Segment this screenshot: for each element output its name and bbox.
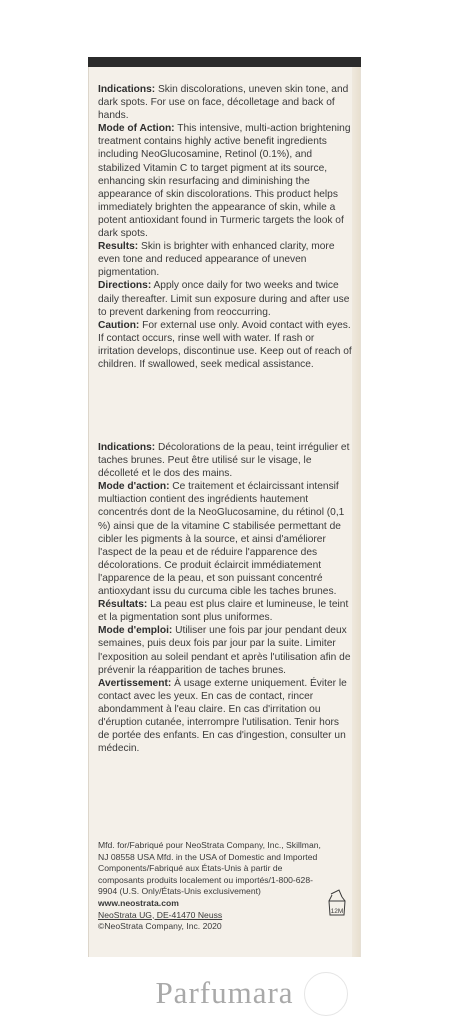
box-top-edge: [88, 57, 361, 67]
en-mode-of-action: Mode of Action: This intensive, multi-action brightening treatment contains highly active benefit ingredients including NeoGlucosamine, Retinol (0.1%), and stabilized Vitamin C to target pigment at its source, enhancing skin resurfacing and diminishing the appearance of skin discolorations. This product helps immediately brighten the appearance of skin, while a potent antioxidant found in Turmeric targets the look of dark spots.: [98, 123, 351, 240]
en-results: Results: Skin is brighter with enhanced clarity, more even tone and reduced appearance of uneven pigmentation.: [98, 241, 335, 279]
manufacturer-text: Mfd. for/Fabriqué pour NeoStrata Company, Inc., Skillman, NJ 08558 USA Mfd. in the USA of Domestic and Imported Components/Fabriqué aux États-Unis à partir de composants produits localement ou importés/1-800-628-9904 (U.S. Only/États-Unis exclusivement) www.neostrata.com: [98, 840, 321, 908]
website-link[interactable]: www.neostrata.com: [98, 897, 179, 908]
french-instructions: [98, 441, 352, 755]
fr-results: Résultats: La peau est plus claire et lumineuse, le teint et la pigmentation sont plus uniformes.: [98, 599, 349, 624]
product-box-panel: [88, 67, 361, 957]
en-caution: Caution: For external use only. Avoid contact with eyes. If contact occurs, rinse well with water. If rash or irritation develops, discontinue use. Keep out of reach of children. If swallowed, seek medical assistance.: [98, 319, 352, 370]
english-instructions: [98, 83, 352, 371]
fr-indications: Indications: Décolorations de la peau, teint irrégulier et taches brunes. Peut être utilisé sur le visage, le décolleté et le dos des mains.: [98, 442, 350, 480]
copyright: ©NeoStrata Company, Inc. 2020: [98, 921, 222, 932]
manufacturer-info: [98, 840, 328, 933]
fr-directions: Mode d'emploi: Utiliser une fois par jour pendant deux semaines, puis deux fois par jour par la suite. Limiter l'exposition au soleil pendant et après l'utilisation afin de prévenir la réapparition de taches brunes.: [98, 625, 351, 676]
open-jar-icon: [326, 889, 348, 923]
watermark-brand: Parfumara: [155, 975, 294, 1010]
fr-mode-of-action: Mode d'action: Ce traitement et éclaircissant intensif multiaction contient des ingrédients hautement concentrés dont de la NeoGlucosamine, du rétinol (0,1 %) ainsi que de la vitamine C stabilisée permettant de cibler les pigments à la source, et ainsi d'améliorer l'aspect de la peau et de réduire l'apparence des décolorations. Ce produit éclaircit immédiatement l'apparence de la peau, et son puissant concentré antioxydant issu du curcuma cible les taches brunes.: [98, 481, 345, 598]
box-side-edge: [352, 67, 360, 957]
en-directions: Directions: Apply once daily for two weeks and twice daily thereafter. Limit sun exposure during and after use to prevent darkening from reoccurring.: [98, 280, 350, 318]
pao-label: 12M: [330, 908, 344, 915]
en-indications: Indications: Skin discolorations, uneven skin tone, and dark spots. For use on face, décolletage and back of hands.: [98, 84, 349, 122]
fr-caution: Avertissement: À usage externe uniquement. Éviter le contact avec les yeux. En cas de contact, rincer abondamment à l'eau claire. En cas d'irritation ou d'éruption cutanée, interrompre l'utilisation. Tenir hors de portée des enfants. En cas d'ingestion, consulter un médecin.: [98, 677, 347, 755]
eu-address: NeoStrata UG, DE-41470 Neuss: [98, 909, 223, 920]
